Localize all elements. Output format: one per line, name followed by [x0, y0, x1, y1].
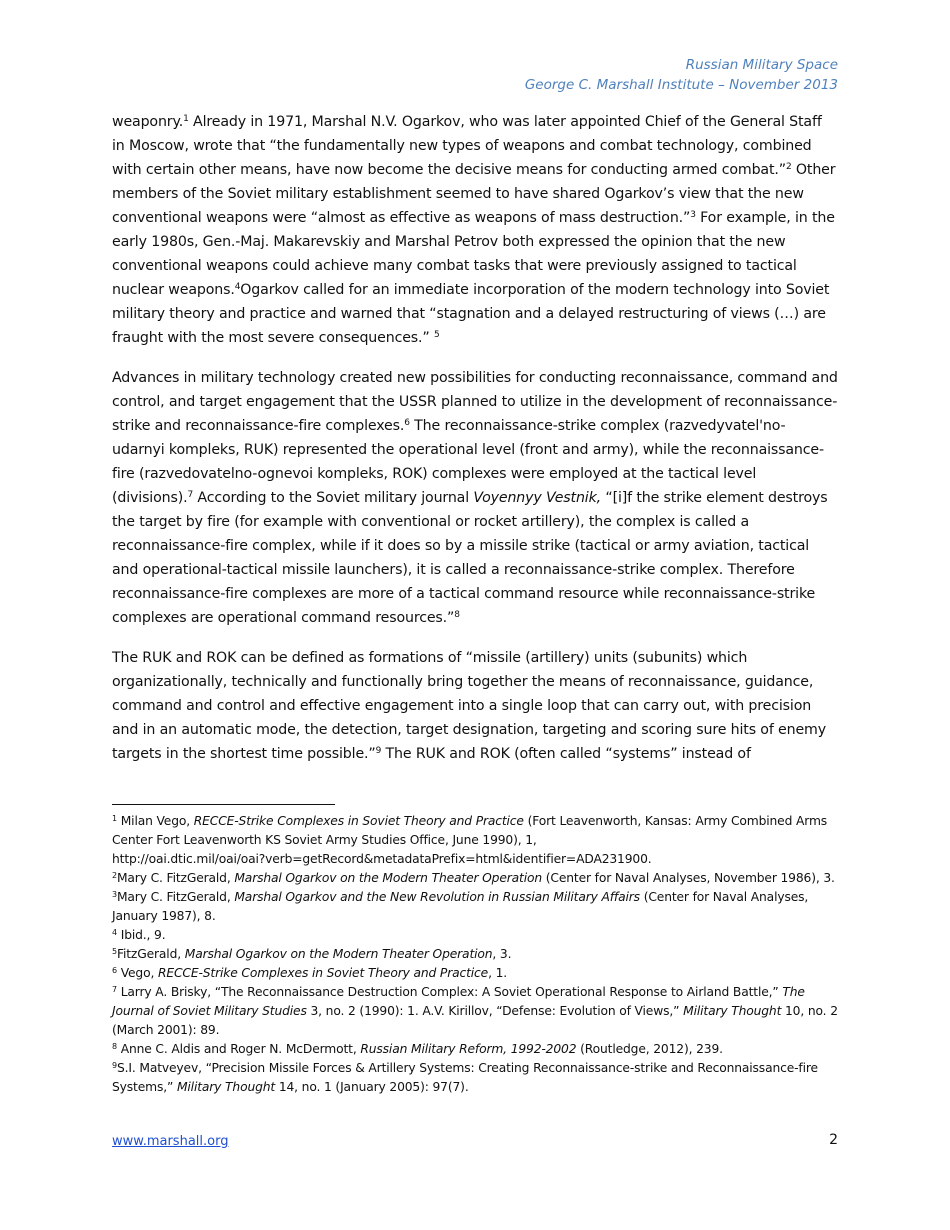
footnote-4: $^4$ Ibid., 9.: [112, 928, 166, 942]
header-title: Russian Military Space: [685, 57, 838, 73]
footnote-ref[interactable]: 7: [187, 490, 194, 500]
header-subtitle: George C. Marshall Institute – November 2013: [524, 77, 838, 93]
footnote-ref[interactable]: 4: [234, 282, 241, 292]
footnote-ref[interactable]: 8: [454, 610, 460, 620]
running-header: [525, 55, 838, 95]
footnote-ref[interactable]: 9: [375, 746, 382, 756]
footnote-9: $^9$S.I. Matveyev, “Precision Missile Forces & Artillery Systems: Creating Reconnaissance-strike and Reconnaissance-fire Systems,” Military Thought 14, no. 1 (January 2005): 97(7).: [112, 1061, 818, 1094]
journal-title: Voyennyy Vestnik,: [473, 490, 602, 506]
footnote-8: $^8$ Anne C. Aldis and Roger N. McDermott, Russian Military Reform, 1992-2002 (Routledge, 2012), 239.: [112, 1042, 723, 1056]
footnote-separator: [112, 804, 335, 805]
paragraph-1: weaponry.$^1$ Already in 1971, Marshal N.V. Ogarkov, who was later appointed Chief of the General Staff in Moscow, wrote that “the fundamentally new types of weapons and combat technology, combined with certain other means, have now become the decisive means for conducting armed combat.”$^2$ Other members of the Soviet military establishment seemed to have shared Ogarkov’s view that the new conventional weapons were “almost as effective as weapons of mass destruction.”$^3$ For example, in the early 1980s, Gen.-Maj. Makarevskiy and Marshal Petrov both expressed the opinion that the new conventional weapons could achieve many combat tasks that were previously assigned to tactical nuclear weapons.$^4$Ogarkov called for an immediate incorporation of the modern technology into Soviet military theory and practice and warned that “stagnation and a delayed restructuring of views (…) are fraught with the most severe consequences.” $^5$: [112, 114, 836, 346]
footnote-2: $^2$Mary C. FitzGerald, Marshal Ogarkov on the Modern Theater Operation (Center for Naval Analyses, November 1986), 3.: [112, 871, 835, 885]
footnotes: [112, 812, 838, 1097]
footnote-ref[interactable]: 5: [433, 330, 440, 340]
body-text: [112, 110, 838, 782]
footnote-url: http://oai.dtic.mil/oai/oai?verb=getRecord&metadataPrefix=html&identifier=ADA231900.: [112, 852, 652, 866]
paragraph-2: Advances in military technology created new possibilities for conducting reconnaissance, command and control, and target engagement that the USSR planned to utilize in the development of reconnaissance-strike and reconnaissance-fire complexes.$^6$ The reconnaissance-strike complex (razvedyvatel'no-udarnyi kompleks, RUK) represented the operational level (front and army), while the reconnaissance-fire (razvedovatelno-ognevoi kompleks, ROK) complexes were employed at the tactical level (divisions).$^7$ According to the Soviet military journal Voyennyy Vestnik, “[i]f the strike element destroys the target by fire (for example with conventional or rocket artillery), the complex is called a reconnaissance-fire complex, while if it does so by a missile strike (tactical or army aviation, tactical and operational-tactical missile launchers), it is called a reconnaissance-strike complex. Therefore reconnaissance-fire complexes are more of a tactical command resource while reconnaissance-strike complexes are operational command resources.”$^8$: [112, 370, 838, 626]
footnote-3: $^3$Mary C. FitzGerald, Marshal Ogarkov and the New Revolution in Russian Military Affairs (Center for Naval Analyses, January 1987), 8.: [112, 890, 809, 923]
footnote-5: $^5$FitzGerald, Marshal Ogarkov on the Modern Theater Operation, 3.: [112, 947, 512, 961]
footnote-ref[interactable]: 2: [785, 162, 792, 172]
footnote-6: $^6$ Vego, RECCE-Strike Complexes in Soviet Theory and Practice, 1.: [112, 966, 508, 980]
footnote-7: $^7$ Larry A. Brisky, “The Reconnaissance Destruction Complex: A Soviet Operational Response to Airland Battle,” The Journal of Soviet Military Studies 3, no. 2 (1990): 1. A.V. Kirillov, “Defense: Evolution of Views,” Military Thought 10, no. 2 (March 2001): 89.: [112, 985, 838, 1037]
paragraph-3: The RUK and ROK can be defined as formations of “missile (artillery) units (subunits) which organizationally, technically and functionally bring together the means of reconnaissance, guidance, command and control and effective engagement into a single loop that can carry out, with precision and in an automatic mode, the detection, target designation, targeting and scoring sure hits of enemy targets in the shortest time possible.”$^9$ The RUK and ROK (often called “systems” instead of: [112, 650, 826, 762]
website-link[interactable]: www.marshall.org: [112, 1134, 229, 1149]
footnote-ref[interactable]: 3: [690, 210, 696, 220]
page-number: 2: [829, 1132, 838, 1148]
footnote-1: $^1$ Milan Vego, RECCE-Strike Complexes in Soviet Theory and Practice (Fort Leavenworth, Kansas: Army Combined Arms Center Fort Leavenworth KS Soviet Army Studies Office, June 1990), 1, http://oai.dtic.mil/oai/oai?verb=getRecord&metadataPrefix=html&identifier=ADA231900.: [112, 814, 828, 866]
footnote-ref[interactable]: 6: [404, 418, 410, 428]
footnote-ref[interactable]: 1: [183, 114, 189, 124]
